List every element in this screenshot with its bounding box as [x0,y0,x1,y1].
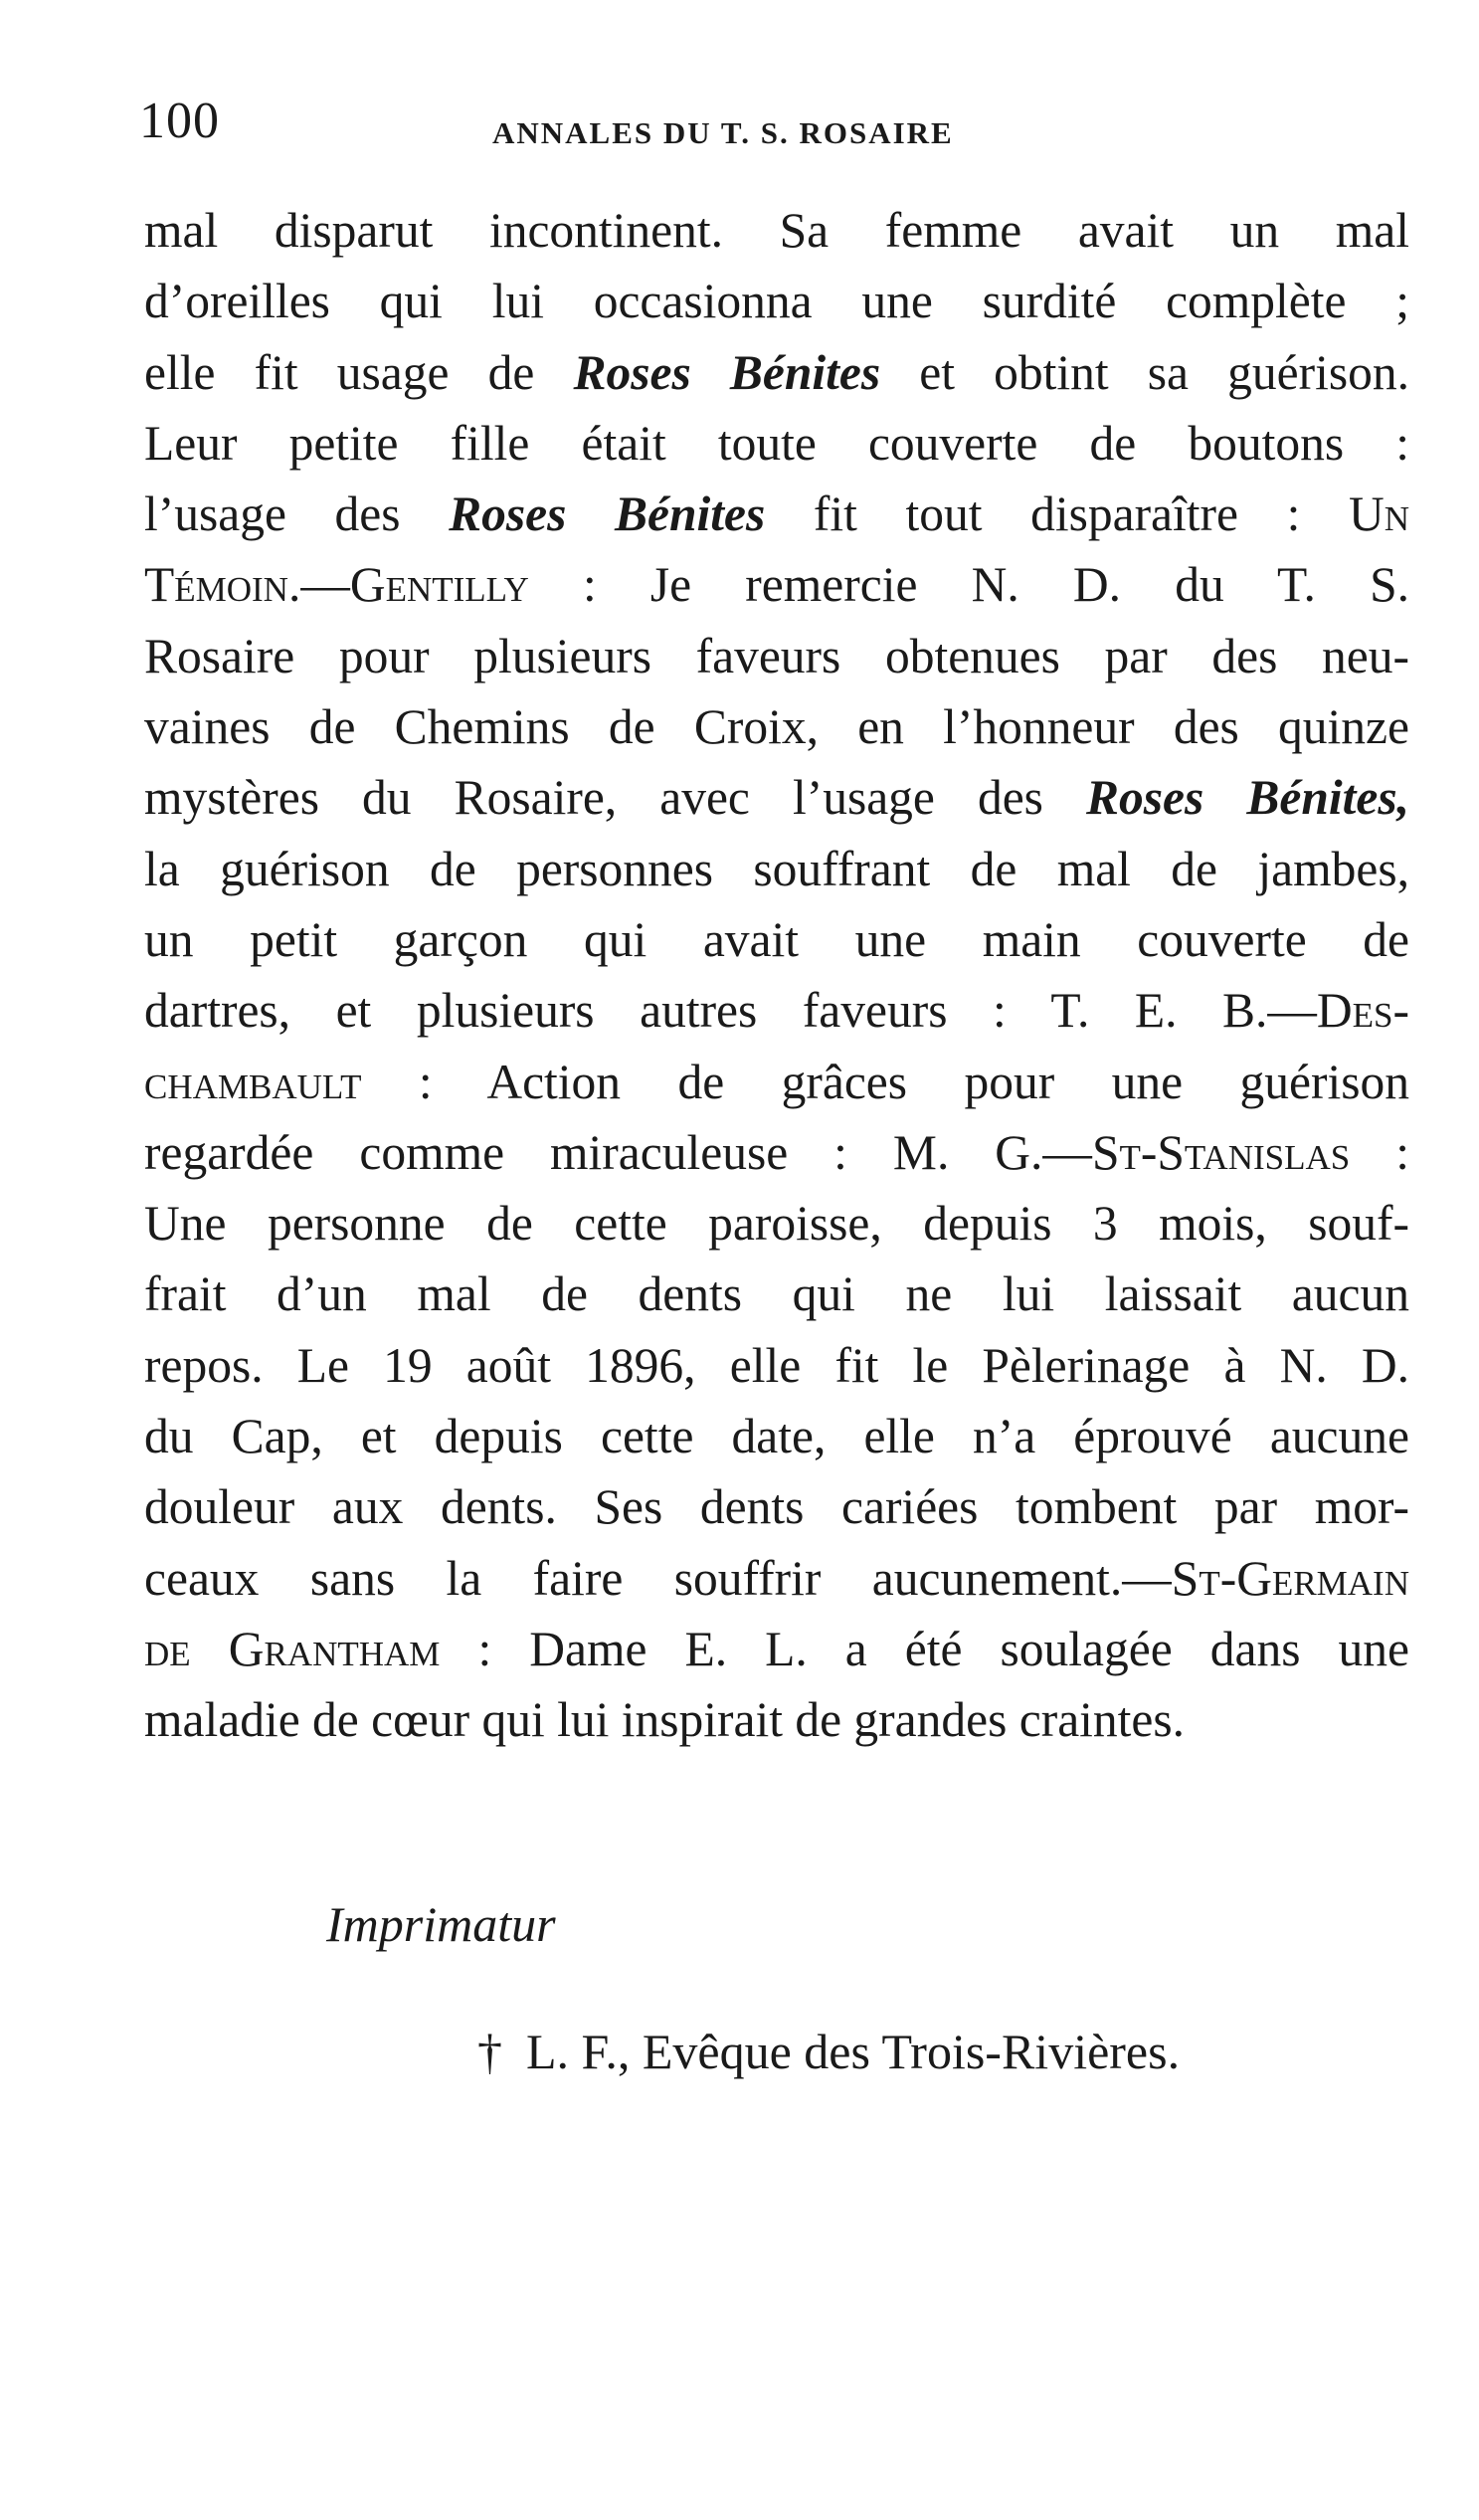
text-run: Rosaire pour plusieurs faveurs obtenues par des neu- [144,628,1409,683]
page-header [139,92,1422,171]
text-line [144,762,1409,833]
text-run: l’usage des [144,486,450,542]
text-run: .— [287,557,350,613]
text-line [144,1117,1409,1188]
text-run: un petit garçon qui avait une main couverte de [144,911,1409,967]
text-run: Leur petite fille était toute couverte de boutons : [144,415,1409,471]
text-run: ceaux sans la faire souffrir aucunement.— [144,1550,1172,1606]
italic-phrase: Roses Bénites [449,486,766,542]
text-line [144,549,1409,620]
small-caps-run: Témoin [144,557,288,613]
text-line [144,621,1409,691]
text-line [144,408,1409,479]
text-line [144,834,1409,904]
text-line [144,1047,1409,1117]
text-run: : [1350,1124,1409,1180]
text-run: regardée comme miraculeuse : M. G.— [144,1124,1092,1180]
text-run: Une personne de cette paroisse, depuis 3 mois, souf- [144,1196,1409,1252]
text-line [144,195,1409,266]
text-line [144,337,1409,408]
text-run: elle fit usage de [144,344,574,400]
page-number: 100 [139,93,220,149]
cross-icon: † [477,2024,502,2079]
text-run: douleur aux dents. Ses dents cariées tombent par mor- [144,1479,1409,1535]
text-run: maladie de cœur qui lui inspirait de grandes craintes. [144,1692,1186,1748]
place-name: St-Stanislas [1091,1124,1351,1180]
text-line [144,1259,1409,1329]
text-run: : Dame E. L. a été soulagée dans une [440,1621,1409,1676]
text-line [144,1188,1409,1259]
place-name: chambault [144,1054,362,1109]
text-line [144,691,1409,762]
text-line [144,266,1409,336]
text-run: et obtint sa guérison. [880,344,1409,400]
text-line [144,479,1409,549]
text-line [144,975,1409,1046]
text-line [144,904,1409,975]
text-line [144,1330,1409,1401]
text-run: repos. Le 19 août 1896, elle fit le Pèlerinage à N. D. [144,1337,1409,1393]
text-run: frait d’un mal de dents qui ne lui laissait aucun [144,1266,1409,1322]
running-head: ANNALES DU T. S. ROSAIRE [492,115,954,150]
text-run: : Action de grâces pour une guérison [361,1054,1409,1109]
text-run: dartres, et plusieurs autres faveurs : T. E. B.— [144,983,1317,1039]
place-name: Gentilly [349,557,529,613]
place-name: de Grantham [144,1621,441,1676]
text-line [144,1471,1409,1542]
text-run: du Cap, et depuis cette date, elle n’a éprouvé aucune [144,1409,1409,1464]
text-line [144,1543,1409,1614]
text-run: : Je remercie N. D. du T. S. [528,557,1409,613]
place-name: St-Germain [1171,1550,1409,1606]
text-run: mal disparut incontinent. Sa femme avait un mal [144,203,1409,258]
bishop-signature [477,2023,1180,2080]
text-line [144,1684,1409,1755]
text-line [144,1614,1409,1684]
signature-text: L. F., Evêque des Trois-Rivières. [526,2024,1181,2079]
italic-phrase: Roses Bénites [573,344,881,400]
place-name: Des- [1316,983,1409,1039]
text-line [144,1401,1409,1471]
imprimatur-label: Imprimatur [326,1896,556,1952]
text-run: la guérison de personnes souffrant de mal de jambes, [144,841,1409,896]
text-run: d’oreilles qui lui occasionna une surdité complète ; [144,274,1409,329]
italic-phrase: Roses Bénites, [1086,770,1409,826]
small-caps-run: Un [1348,486,1409,542]
text-run: vaines de Chemins de Croix, en l’honneur des quinze [144,699,1409,755]
body-paragraph [144,195,1409,1756]
text-run: mystères du Rosaire, avec l’usage des [144,770,1087,826]
text-run: fit tout disparaître : [765,486,1349,542]
